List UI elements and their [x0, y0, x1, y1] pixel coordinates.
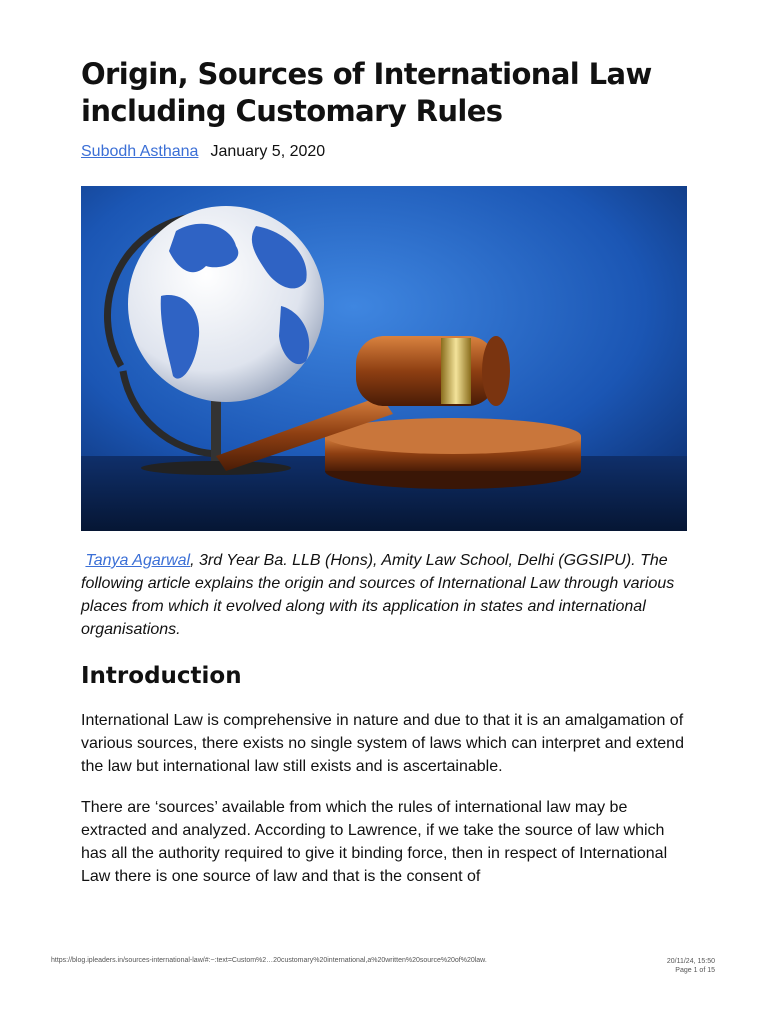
article-title: Origin, Sources of International Law including Customary Rules [81, 57, 652, 128]
footer-timestamp: 20/11/24, 15:50 [666, 958, 715, 965]
byline [81, 142, 687, 162]
paragraph-2: There are ‘sources’ available from which the rules of international law may be extracted and analyzed. According to Lawrence, if we take the source of law which has all the authority required to give it binding force, then in respect of International Law there is one source of law and that is the consent of [81, 799, 668, 885]
publish-date: January 5, 2020 [210, 143, 326, 160]
footer-page-info [667, 957, 715, 975]
article-intro-caption [81, 549, 687, 641]
footer-page-number: Page 1 of 15 [675, 967, 715, 974]
author-link[interactable]: Subodh Asthana [81, 143, 199, 160]
caption-text: , 3rd Year Ba. LLB (Hons), Amity Law School, Delhi (GGSIPU). The following article explains the origin and sources of International Law through various places from which it evolved along with its application in states and international organisations. [81, 552, 675, 638]
section-heading-introduction: Introduction [81, 663, 242, 689]
caption-author-link[interactable]: Tanya Agarwal [85, 552, 191, 569]
footer-url: https://blog.ipleaders.in/sources-international-law/#:~:text=Custom%2…20customary%20international,a%20written%20source%20of%20law. [51, 957, 487, 964]
hero-image-globe-gavel [81, 186, 687, 531]
article [81, 56, 687, 888]
paragraph-1: International Law is comprehensive in nature and due to that it is an amalgamation of various sources, there exists no single system of laws which can interpret and extend the law but international law still exists and is ascertainable. [81, 712, 684, 775]
